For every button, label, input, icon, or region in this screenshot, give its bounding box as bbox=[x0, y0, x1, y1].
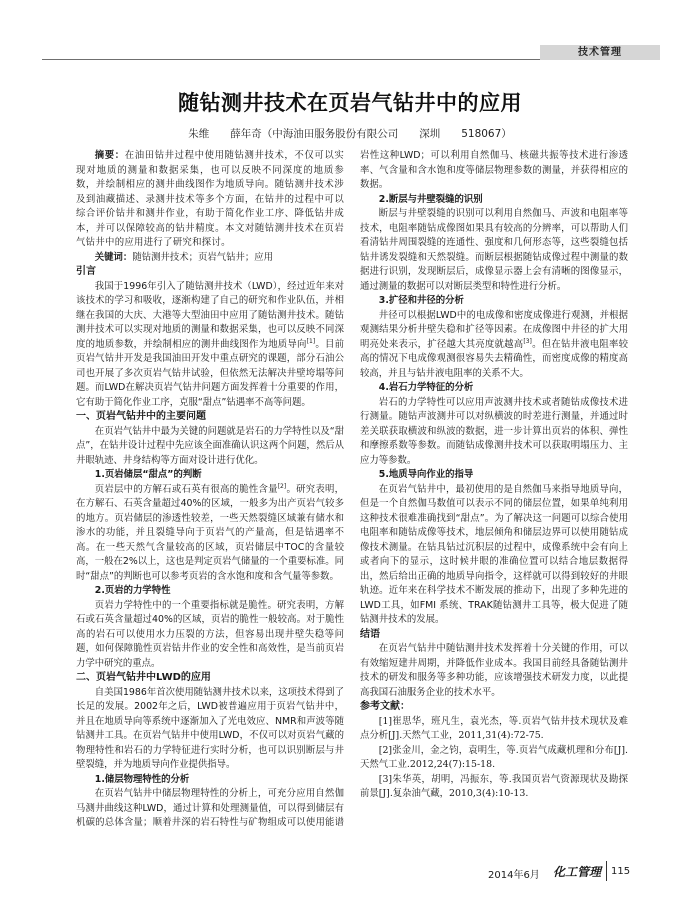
subsection-heading: 5.地质导向作业的指导 bbox=[378, 469, 474, 480]
subsection-heading: 4.岩石力学特征的分析 bbox=[378, 382, 474, 393]
paragraph bbox=[76, 280, 344, 411]
reference-item: [1]崔思华，班凡生，袁光杰，等.页岩气钻井技术现状及难点分析[J].天然气工业，2011,31(4):72-75. bbox=[360, 715, 628, 741]
paragraph-text: 。但在钻井液电阻率较高的情况下电成像观测很容易失去精确性，而密度成像的精度高较高，并且与钻井液电阻率的关系不大。 bbox=[360, 338, 628, 379]
reference-item: [3]朱华英，胡明，冯振东，等.我国页岩气资源现状及勘探前景[J].复杂油气藏，2010,3(4):10-13. bbox=[360, 773, 628, 799]
paragraph: 在页岩气钻井中，最初使用的是自然伽马来指导地质导向，但是一个自然伽马数值可以表示不同的储层位置，如果单纯利用这种技术很难准确找到“甜点”。为了解决这一问题可以综合使用电阻率和随钻成像等技术，地层倾角和储层边界可以使用随钻成像技术测量。在钻具钻过沉积层的过程中，成像系统中会有向上或者向下的显示，这时候井眼的准确位置可以结合地层数据得出，然后给出正确的地质导向指令，这样就可以得到较好的井眼轨迹。近年来在科学技术不断发展的推动下，出现了多种先进的LWD工具，如FMI 系统、TRAK随钻测井工具等，极大促进了随钻测井技术的发展。 bbox=[360, 483, 628, 625]
paragraph: 在页岩气钻井中最为关键的问题就是岩石的力学特性以及“甜点”，在钻井设计过程中先应该全面准确认识这两个问题，然后从井眼轨迹、井身结构等方面对设计进行优化。 bbox=[76, 425, 344, 466]
paragraph: 断层与井壁裂缝的识别可以利用自然伽马、声波和电阻率等技术，电阻率随钻成像图如果具有较高的分辨率，可以帮助人们看清钻井周围裂缝的连通性、强度和几何形态等，这些裂缝包括钻井诱发裂缝和天然裂缝。而断层根据随钻成像过程中测量的数据进行识别，发现断层后，成像显示器上会有清晰的图像显示，通过测量的数据可以对断层类型和特性进行分析。 bbox=[360, 208, 628, 292]
left-column bbox=[76, 149, 344, 831]
page-number: 115 bbox=[611, 866, 631, 877]
footer-date: 2014年6月 bbox=[488, 870, 540, 881]
article-authors: 朱维 薛年奇（中海油田服务股份有限公司 深圳 518067） bbox=[188, 128, 512, 140]
paragraph-text: 。目前页岩气钻井开发是我国油田开发中重点研究的课题，部分石油公司也开展了多次页岩气钻井试验，但依然无法解决井壁垮塌等问题。而LWD在解决页岩气钻井问题方面发挥着十分重要的作用，它有助于简化作业工序，克服“甜点”钻遇率不高等问题。 bbox=[76, 338, 344, 408]
paragraph: 在页岩气钻井中储层物理特性的分析上，可充分应用自然伽马测井曲线这种LWD，通过计算和处理测量值，可以得到储层有机碳的总体含量；顺着井深的岩石特性与矿物组成可以使用能谱 bbox=[76, 788, 344, 828]
references-heading: 参考文献： bbox=[360, 701, 410, 712]
reference-item: [2]张金川，金之钧，袁明生，等.页岩气成藏机理和分布[J].天然气工业.2012,24(7):15-18. bbox=[360, 744, 628, 770]
paragraph-text: 我国于1996年引入了随钻测井技术（LWD），经过近年来对该技术的学习和吸收，逐渐构建了自己的研究和作业队伍，并相继在我国的大庆、大港等大型油田中应用了随钻测井技术。随钻测井技术可以实现对地质的测量和数据采集，也可以反映不同深度的地质参数，并绘制相应的测井曲线图作为地质导向 bbox=[76, 280, 344, 350]
subsection-heading: 2.页岩的力学特性 bbox=[94, 585, 171, 596]
subsection-heading: 1.储层物理特性的分析 bbox=[94, 773, 190, 785]
paragraph: 页岩力学特性中的一个重要指标就是脆性。研究表明，方解石或石英含量超过40%的区域，页岩的脆性一般较高。对于脆性高的岩石可以使用水力压裂的方法，但容易出现井壁失稳等问题，如何保障脆性页岩钻井作业的安全性和高效性，是当前页岩力学中研究的重点。 bbox=[76, 599, 344, 669]
section-heading: 结语 bbox=[360, 628, 380, 640]
keywords-label: 关键词： bbox=[94, 251, 133, 263]
abstract-text: 在油田钻井过程中使用随钻测井技术，不仅可以实现对地质的测量和数据采集，也可以反映不同深度的地质参数，并绘制相应的测井曲线图作为地质导向。随钻测井技术涉及到油藏描述、录测井技术等多个方面，在钻井的过程中可以综合评价钻井和测井作业，有助于简化作业工序、降低钻井成本，并可以保障较高的钻井精度。本文对随钻测井技术在页岩气钻井中的应用进行了研究和探讨。 bbox=[76, 150, 345, 248]
section-heading: 二、页岩气钻井中LWD的应用 bbox=[76, 672, 211, 683]
paragraph: 岩石的力学特性可以应用声波测井技术或者随钻成像技术进行测量。随钻声波测井可以对纵横波的时差进行测量，并通过时差关联获取横波和纵波的数据，进一步计算出页岩的体积、弹性和摩擦系数等参数。而随钻成像测井技术可以获取明塌压力、主应力等参数。 bbox=[360, 396, 628, 466]
footer-divider bbox=[606, 861, 607, 881]
citation: [3] bbox=[523, 337, 532, 345]
journal-name: 化工管理 bbox=[553, 865, 602, 879]
subsection-heading: 3.扩径和井径的分析 bbox=[378, 295, 464, 306]
citation: [2] bbox=[277, 482, 287, 490]
section-tab: 技术管理 bbox=[540, 45, 660, 60]
paragraph bbox=[360, 309, 628, 382]
paragraph-text: 井径可以根据LWD中的电成像和密度成像进行观测，并根据观测结果分析井壁失稳和扩径等因素。在成像图中井径的扩大用明亮处来表示，扩径越大其亮度就越高 bbox=[360, 309, 628, 350]
abstract bbox=[76, 149, 344, 251]
subsection-heading: 1.页岩储层“甜点”的判断 bbox=[94, 469, 202, 480]
paragraph-text: 页岩层中的方解石或石英有很高的脆性含量 bbox=[94, 483, 278, 495]
paragraph-continued: 岩性这种LWD；可以利用自然伽马、核磁共振等技术进行渗透率、气含量和含水饱和度等储层物理参数的测量，并获得相应的数据。 bbox=[360, 150, 628, 190]
article-title: 随钻测井技术在页岩气钻井中的应用 bbox=[178, 91, 522, 115]
abstract-label: 摘要： bbox=[94, 150, 125, 161]
keywords bbox=[76, 251, 344, 266]
paragraph: 在页岩气钻井中随钻测井技术发挥着十分关键的作用，可以有效缩短建井周期，并降低作业成本。我国目前经具备随钻测井技术的研发和服务等多种功能，应该增强技术研发力度，以此提高我国石油服务企业的技术水平。 bbox=[360, 643, 628, 698]
paragraph-text: 。研究表明，在方解石、石英含量超过40%的区域，一般多为出产页岩气较多的地方。页岩储层的渗透性较差，一些天然裂缝区域兼有储水和渗水的功能，并且裂缝导向于页岩气的产量高，但是钻遇率不高。在一些天然气含量较高的区域，页岩储层中TOC的含量较高，一般在2%以上，这也是判定页岩气储量的一个重要标准。同时“甜点”的判断也可以参考页岩的含水饱和度和含气量等参数。 bbox=[76, 483, 345, 582]
right-column bbox=[360, 149, 628, 802]
citation: [1] bbox=[306, 337, 316, 345]
paragraph bbox=[76, 483, 344, 585]
paragraph: 自美国1986年首次使用随钻测井技术以来，这项技术得到了长足的发展。2002年之后，LWD被普遍应用于页岩气钻井中，并且在地质导向等系统中逐渐加入了光电效应、NMR和声波等随钻测井工具。在页岩气钻井中使用LWD，不仅可以对页岩气藏的物理特性和岩石的力学特征进行实时分析，也可以识别断层与井壁裂缝，并为地质导向作业提供指导。 bbox=[76, 686, 344, 770]
subsection-heading: 2.断层与井壁裂缝的识别 bbox=[378, 193, 483, 205]
section-heading: 引言 bbox=[76, 266, 96, 277]
keywords-text: 随钻测井技术；页岩气钻井；应用 bbox=[132, 251, 273, 263]
section-heading: 一、页岩气钻井中的主要问题 bbox=[76, 411, 206, 422]
